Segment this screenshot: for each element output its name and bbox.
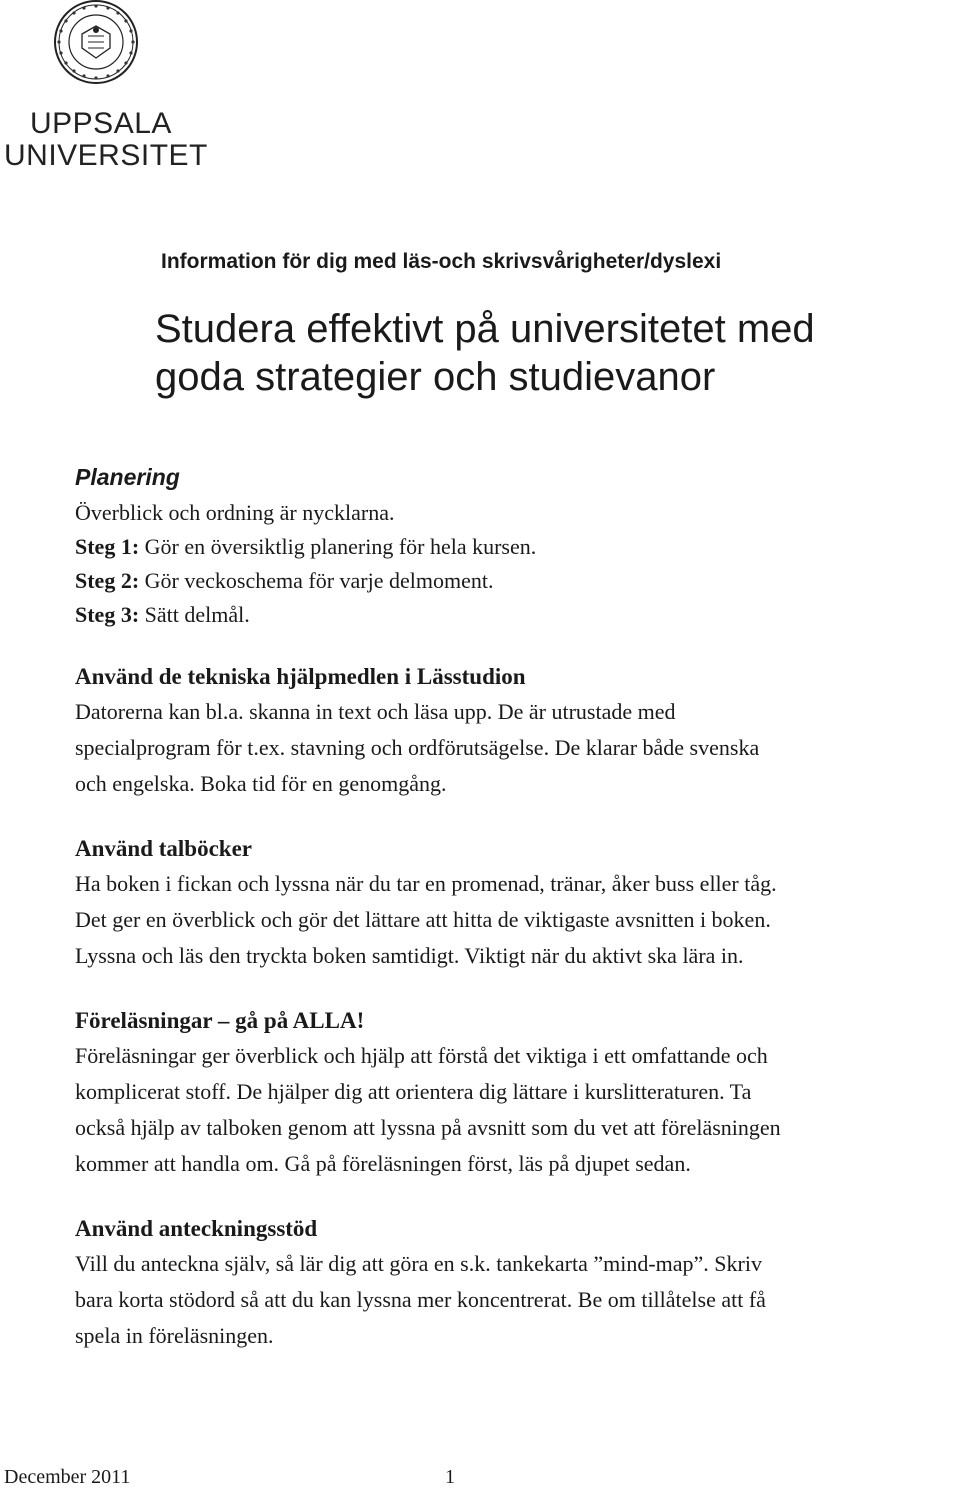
anteckningsstod-heading: Använd anteckningsstöd — [75, 1216, 318, 1241]
title-line-1: Studera effektivt på universitetet med — [155, 307, 815, 351]
lasstudion-heading: Använd de tekniska hjälpmedlen i Lässtudion — [75, 664, 526, 689]
wordmark-line-2: UNIVERSITET — [4, 139, 208, 172]
step-text: Gör en översiktlig planering för hela kursen. — [139, 534, 537, 559]
text-line: komplicerat stoff. De hjälper dig att orientera dig lättare i kurslitteraturen. Ta — [75, 1079, 752, 1104]
talbocker-heading: Använd talböcker — [75, 836, 252, 861]
forelasningar-heading: Föreläsningar – gå på ALLA! — [75, 1008, 365, 1033]
text-line: Föreläsningar ger överblick och hjälp att förstå det viktiga i ett omfattande och — [75, 1043, 768, 1068]
planering-intro: Överblick och ordning är nycklarna. — [75, 500, 395, 525]
text-line: spela in föreläsningen. — [75, 1323, 274, 1348]
wordmark-line-1: UPPSALA — [30, 107, 172, 140]
text-line: kommer att handla om. Gå på föreläsningen först, läs på djupet sedan. — [75, 1151, 691, 1176]
step-2 — [75, 564, 955, 598]
planering-heading: Planering — [75, 464, 180, 490]
document-title — [155, 305, 815, 401]
anteckningsstod-text — [75, 1246, 955, 1354]
text-line: Lyssna och läs den tryckta boken samtidigt. Viktigt när du aktivt ska lära in. — [75, 943, 744, 968]
university-seal-icon — [38, 0, 154, 88]
planering-section — [75, 462, 955, 632]
document-kicker: Information för dig med läs-och skrivsvårigheter/dyslexi — [161, 250, 722, 273]
text-line: specialprogram för t.ex. stavning och ordförutsägelse. De klarar både svenska — [75, 735, 760, 760]
step-text: Gör veckoschema för varje delmoment. — [139, 568, 494, 593]
text-line: Datorerna kan bl.a. skanna in text och läsa upp. De är utrustade med — [75, 699, 676, 724]
text-line: Vill du anteckna själv, så lär dig att göra en s.k. tankekarta ”mind-map”. Skriv — [75, 1251, 762, 1276]
anteckningsstod-section — [75, 1212, 955, 1354]
text-line: bara korta stödord så att du kan lyssna mer koncentrerat. Be om tillåtelse att få — [75, 1287, 766, 1312]
step-1 — [75, 530, 955, 564]
talbocker-section — [75, 832, 955, 974]
text-line: och engelska. Boka tid för en genomgång. — [75, 771, 447, 796]
text-line: också hjälp av talboken genom att lyssna på avsnitt som du vet att föreläsningen — [75, 1115, 781, 1140]
forelasningar-text — [75, 1038, 955, 1182]
forelasningar-section — [75, 1004, 955, 1182]
step-label: Steg 3: — [75, 602, 140, 627]
university-wordmark — [4, 108, 208, 172]
talbocker-text — [75, 866, 955, 974]
text-line: Ha boken i fickan och lyssna när du tar en promenad, tränar, åker buss eller tåg. — [75, 871, 777, 896]
title-line-2: goda strategier och studievanor — [155, 355, 716, 399]
lasstudion-section — [75, 660, 955, 802]
step-label: Steg 1: — [75, 534, 140, 559]
step-3 — [75, 598, 955, 632]
lasstudion-text — [75, 694, 955, 802]
text-line: Det ger en överblick och gör det lättare att hitta de viktigaste avsnitten i boken. — [75, 907, 771, 932]
footer-date: December 2011 — [4, 1466, 131, 1488]
document-body — [75, 462, 955, 1354]
step-text: Sätt delmål. — [139, 602, 250, 627]
step-label: Steg 2: — [75, 568, 140, 593]
page-number: 1 — [445, 1466, 455, 1488]
university-logo — [0, 0, 208, 180]
